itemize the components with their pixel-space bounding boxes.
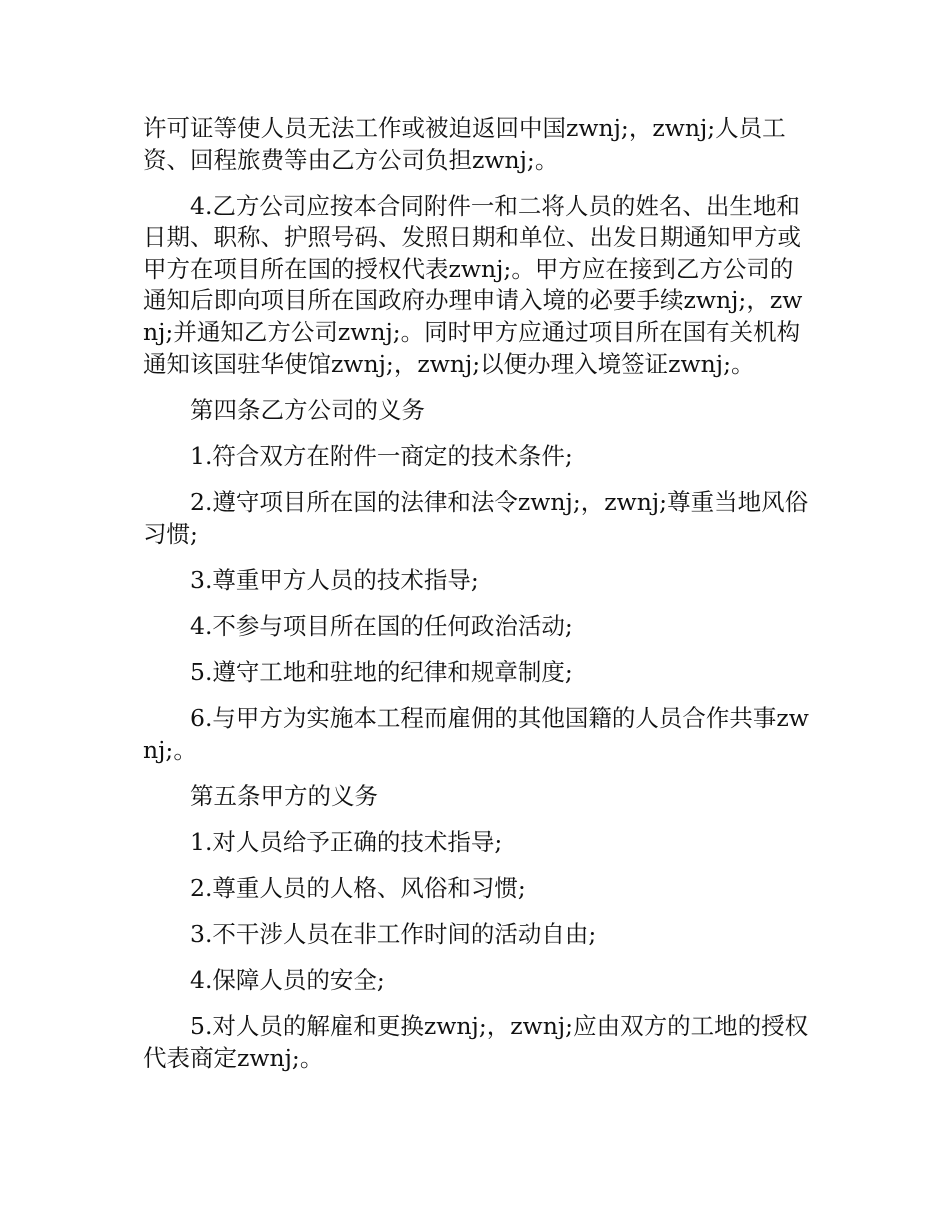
article-5-item-5: 5.对人员的解雇和更换zwnj;，zwnj;应由双方的工地的授权代表商定zwnj;。 bbox=[143, 1012, 809, 1072]
article-4-heading: 第四条乙方公司的义务 bbox=[190, 395, 425, 424]
article-5-item-1: 1.对人员给予正确的技术指导; bbox=[190, 827, 503, 856]
article-4-item-5: 5.遵守工地和驻地的纪律和规章制度; bbox=[190, 657, 573, 686]
article-5-item-3: 3.不干涉人员在非工作时间的活动自由; bbox=[190, 919, 597, 948]
article-5-heading: 第五条甲方的义务 bbox=[190, 781, 378, 810]
article-4-item-6: 6.与甲方为实施本工程而雇佣的其他国籍的人员合作共事zwnj;。 bbox=[143, 703, 809, 764]
article-4-item-2: 2.遵守项目所在国的法律和法令zwnj;，zwnj;尊重当地风俗习惯; bbox=[143, 487, 809, 548]
document-body bbox=[143, 113, 811, 1089]
paragraph-clause-3-4: 4.乙方公司应按本合同附件一和二将人员的姓名、出生地和日期、职称、护照号码、发照日期和单位、出发日期通知甲方或甲方在项目所在国的授权代表zwnj;。甲方应在接到乙方公司的通知后即向项目所在国政府办理申请入境的必要手续zwnj;，zwnj;并通知乙方公司zwnj;。同时甲方应通过项目所在国有关机构通知该国驻华使馆zwnj;，zwnj;以便办理入境签证zwnj;。 bbox=[143, 191, 803, 378]
paragraph-continuation: 许可证等使人员无法工作或被迫返回中国zwnj;，zwnj;人员工资、回程旅费等由乙方公司负担zwnj;。 bbox=[143, 114, 786, 174]
article-4-item-3: 3.尊重甲方人员的技术指导; bbox=[190, 565, 479, 594]
article-4-item-1: 1.符合双方在附件一商定的技术条件; bbox=[190, 441, 573, 470]
article-4-item-4: 4.不参与项目所在国的任何政治活动; bbox=[190, 611, 573, 640]
article-5-item-2: 2.尊重人员的人格、风俗和习惯; bbox=[190, 873, 526, 902]
article-5-item-4: 4.保障人员的安全; bbox=[190, 965, 385, 994]
